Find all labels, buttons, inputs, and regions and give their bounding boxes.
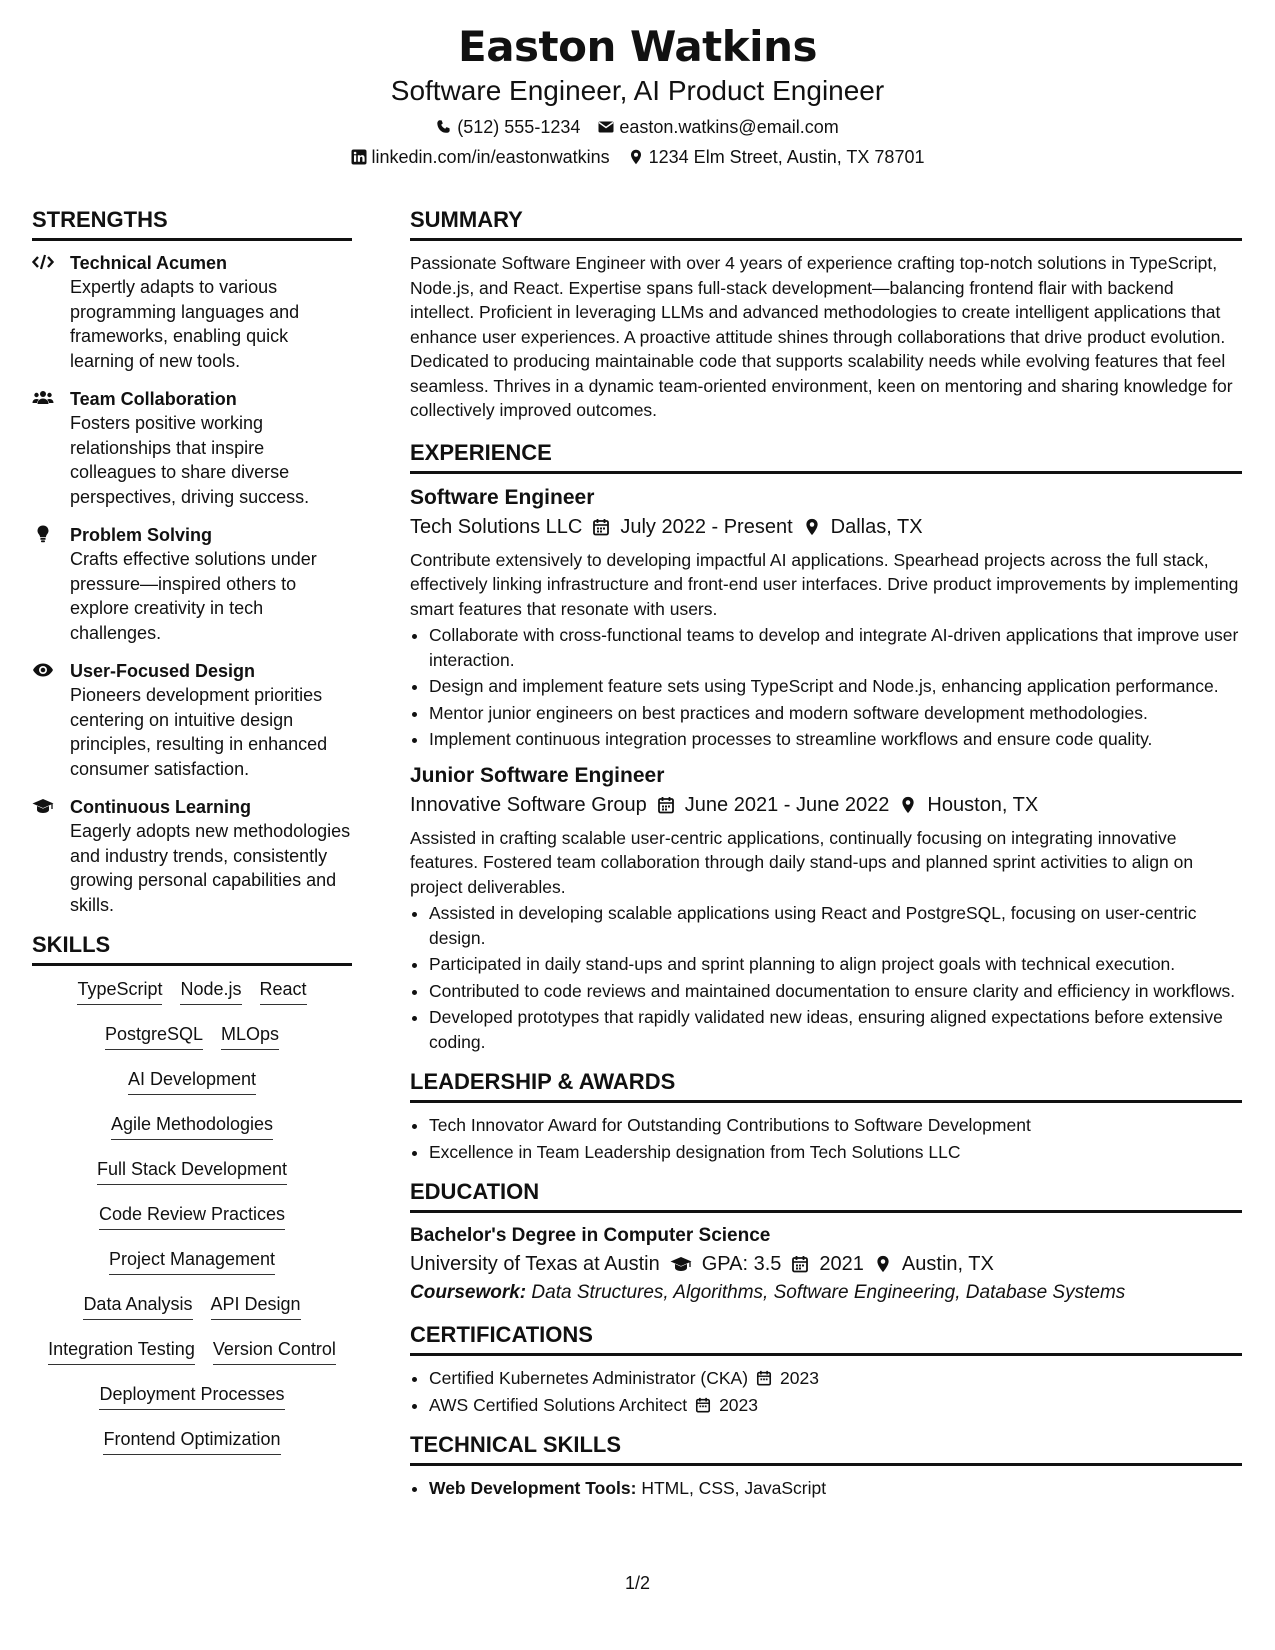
calendar-icon: [592, 518, 610, 536]
skill-row: [32, 976, 352, 1021]
job-dates: July 2022 - Present: [620, 515, 793, 538]
technical-skills-list: [410, 1476, 1242, 1501]
candidate-title: Software Engineer, AI Product Engineer: [390, 75, 885, 106]
job-location: Houston, TX: [927, 793, 1039, 816]
job-company: Innovative Software Group: [410, 793, 647, 816]
skill-tag: API Design: [211, 1291, 301, 1320]
certification-item: [429, 1393, 1242, 1418]
envelope-icon: [598, 119, 614, 135]
summary-text: Passionate Software Engineer with over 4 years of experience crafting top-notch solutions in TypeScript, Node.js, and React. Expertise spans full-stack development—balancing frontend flair with backend intellect. Proficient in leveraging LLMs and advanced methodologies to create intelligent applications that enhance user experiences. A proactive attitude shines through collaborations that drive product evolution. Dedicated to producing maintainable code that supports scalability needs while evolving features that feel seamless. Thrives in a dynamic team-oriented environment, keen on mentoring and sharing knowledge for collectively improved outcomes.: [410, 253, 1233, 420]
gpa-text: GPA: 3.5: [701, 1253, 782, 1275]
certification-name: • Certified Kubernetes Administrator (CKA): [429, 1368, 749, 1388]
certification-row: [429, 1393, 1242, 1418]
skill-tag: Full Stack Development: [97, 1156, 287, 1185]
skill-tag: TypeScript: [77, 976, 162, 1005]
skill-row: [32, 1201, 352, 1246]
skill-tag: Agile Methodologies: [111, 1111, 273, 1140]
strength-title: Problem Solving: [70, 525, 213, 545]
education-heading: EDUCATION: [410, 1178, 1242, 1213]
award-item: • Tech Innovator Award for Outstanding Contributions to Software Development: [429, 1113, 1242, 1138]
degree-title: Bachelor's Degree in Computer Science: [410, 1225, 771, 1246]
skill-row: [32, 1291, 352, 1336]
experience-heading: EXPERIENCE: [410, 439, 1242, 474]
phone-contact: [436, 116, 580, 138]
map-marker-icon: [899, 796, 917, 814]
linkedin-contact[interactable]: [351, 146, 610, 168]
strength-title: User-Focused Design: [70, 661, 256, 681]
job-meta: [410, 790, 1242, 820]
strengths-heading: STRENGTHS: [32, 206, 352, 241]
award-item: • Excellence in Team Leadership designation from Tech Solutions LLC: [429, 1140, 1242, 1165]
technical-skill-value: HTML, CSS, JavaScript: [641, 1478, 827, 1498]
skill-tag: Node.js: [180, 976, 241, 1005]
map-marker-icon: [874, 1255, 892, 1273]
resume-header: [0, 22, 1275, 168]
strength-item: [32, 251, 352, 373]
strength-desc: Fosters positive working relationships that inspire colleagues to share diverse perspectives, driving success.: [70, 413, 310, 507]
skill-row: [32, 1336, 352, 1381]
job-bullet: • Participated in daily stand-ups and sprint planning to align project goals with technical execution.: [429, 952, 1242, 977]
skill-row: [32, 1066, 352, 1111]
job-bullet: • Developed prototypes that rapidly validated new ideas, ensuring aligned expectations before extensive coding.: [429, 1005, 1242, 1054]
job-title: Junior Software Engineer: [410, 763, 665, 787]
skill-tag: Code Review Practices: [99, 1201, 285, 1230]
calendar-icon: [695, 1397, 711, 1413]
certification-row: [429, 1366, 1242, 1391]
certifications-heading: CERTIFICATIONS: [410, 1321, 1242, 1356]
coursework-list: Data Structures, Algorithms, Software Engineering, Database Systems: [531, 1282, 1126, 1303]
strength-desc: Expertly adapts to various programming languages and frameworks, enabling quick learning of new tools.: [70, 277, 300, 371]
summary-heading: SUMMARY: [410, 206, 1242, 241]
phone-icon: [436, 119, 452, 135]
job-bullet: • Contributed to code reviews and maintained documentation to ensure clarity and efficiency in workflows.: [429, 979, 1242, 1004]
candidate-name: Easton Watkins: [458, 22, 817, 71]
job-bullet: • Mentor junior engineers on best practices and modern software development methodologies.: [429, 701, 1242, 726]
contact-row-2: [0, 146, 1275, 168]
page-number: 1/2: [624, 1573, 651, 1593]
strength-item: [32, 387, 352, 509]
strength-item: [32, 659, 352, 781]
lightbulb-icon: [32, 523, 58, 645]
strength-title: Team Collaboration: [70, 389, 237, 409]
coursework-label: Coursework:: [410, 1282, 527, 1303]
job-dates: June 2021 - June 2022: [684, 793, 890, 816]
calendar-icon: [657, 796, 675, 814]
skills-list: [32, 976, 352, 1471]
graduation-cap-icon: [670, 1255, 692, 1273]
technical-skills-heading: TECHNICAL SKILLS: [410, 1431, 1242, 1466]
skill-row: [32, 1246, 352, 1291]
users-icon: [32, 387, 58, 509]
school-location: Austin, TX: [901, 1253, 994, 1275]
eye-icon: [32, 659, 58, 781]
skill-tag: Integration Testing: [48, 1336, 195, 1365]
certification-year: 2023: [780, 1368, 819, 1388]
strength-desc: Crafts effective solutions under pressure—inspired others to explore creativity in tech challenges.: [70, 549, 317, 643]
strength-desc: Eagerly adopts new methodologies and industry trends, consistently growing personal capabilities and skills.: [70, 821, 351, 915]
skill-row: [32, 1426, 352, 1471]
skill-tag: AI Development: [128, 1066, 256, 1095]
email-text[interactable]: easton.watkins@email.com: [619, 117, 839, 137]
skills-heading: SKILLS: [32, 931, 352, 966]
strength-title: Continuous Learning: [70, 797, 251, 817]
calendar-icon: [791, 1255, 809, 1273]
job-bullet: • Design and implement feature sets using TypeScript and Node.js, enhancing application performance.: [429, 674, 1242, 699]
strength-title: Technical Acumen: [70, 253, 228, 273]
skill-tag: Version Control: [213, 1336, 336, 1365]
skill-row: [32, 1021, 352, 1066]
skill-tag: Deployment Processes: [99, 1381, 284, 1410]
job-bullets: [410, 623, 1242, 752]
skill-tag: PostgreSQL: [105, 1021, 203, 1050]
strength-desc: Pioneers development priorities centering on intuitive design principles, resulting in enhanced consumer satisfaction.: [70, 685, 328, 779]
graduation-year: 2021: [819, 1253, 864, 1275]
code-icon: [32, 251, 58, 373]
job-title: Software Engineer: [410, 485, 595, 509]
job-description: Contribute extensively to developing impactful AI applications. Spearhead projects across the full stack, effectively linking infrastructure and front-end user interfaces. Drive product improvements by implementing smart features that resonate with users.: [410, 549, 1239, 619]
skill-row: [32, 1111, 352, 1156]
job-bullet: • Collaborate with cross-functional teams to develop and integrate AI-driven applications that improve user interaction.: [429, 623, 1242, 672]
skill-row: [32, 1156, 352, 1201]
linkedin-text[interactable]: linkedin.com/in/eastonwatkins: [371, 147, 610, 167]
coursework: [410, 1279, 1242, 1307]
education-meta: [410, 1249, 1242, 1279]
address-text: 1234 Elm Street, Austin, TX 78701: [648, 147, 925, 167]
job-bullet: • Implement continuous integration processes to streamline workflows and ensure code quality.: [429, 727, 1242, 752]
skill-tag: React: [260, 976, 307, 1005]
job-description: Assisted in crafting scalable user-centric applications, continually focusing on integrating innovative features. Fostered team collaboration through daily stand-ups and planned sprint activities to align on project deliverables.: [410, 827, 1194, 897]
certification-name: • AWS Certified Solutions Architect: [429, 1394, 688, 1415]
calendar-icon: [756, 1370, 772, 1386]
job-entry: [410, 762, 1242, 1055]
certification-item: [429, 1366, 1242, 1391]
job-location: Dallas, TX: [830, 515, 923, 538]
technical-skill-label: Web Development Tools:: [429, 1478, 637, 1498]
strength-item: [32, 523, 352, 645]
address-contact: [628, 146, 925, 168]
map-marker-icon: [803, 518, 821, 536]
skill-tag: Data Analysis: [83, 1291, 192, 1320]
certifications-list: [410, 1366, 1242, 1417]
job-company: Tech Solutions LLC: [410, 515, 583, 538]
map-marker-icon: [628, 149, 644, 165]
right-column: [410, 206, 1242, 1511]
leadership-list: [410, 1113, 1242, 1164]
strength-item: [32, 795, 352, 917]
graduation-cap-icon: [32, 795, 58, 917]
job-bullets: [410, 901, 1242, 1054]
leadership-heading: LEADERSHIP & AWARDS: [410, 1068, 1242, 1103]
technical-skill-item: [429, 1476, 1242, 1501]
skill-row: [32, 1381, 352, 1426]
left-column: [32, 206, 352, 1471]
school-name: University of Texas at Austin: [410, 1253, 660, 1275]
email-contact[interactable]: [598, 116, 838, 138]
skill-tag: Frontend Optimization: [103, 1426, 280, 1455]
contact-row-1: [0, 116, 1275, 138]
skill-tag: MLOps: [221, 1021, 279, 1050]
skill-tag: Project Management: [109, 1246, 275, 1275]
certification-year: 2023: [719, 1394, 759, 1415]
linkedin-icon: [351, 149, 367, 165]
phone-text: (512) 555-1234: [457, 117, 581, 137]
job-entry: [410, 484, 1242, 752]
job-meta: [410, 512, 1242, 542]
job-bullet: • Assisted in developing scalable applications using React and PostgreSQL, focusing on user-centric design.: [429, 901, 1242, 950]
